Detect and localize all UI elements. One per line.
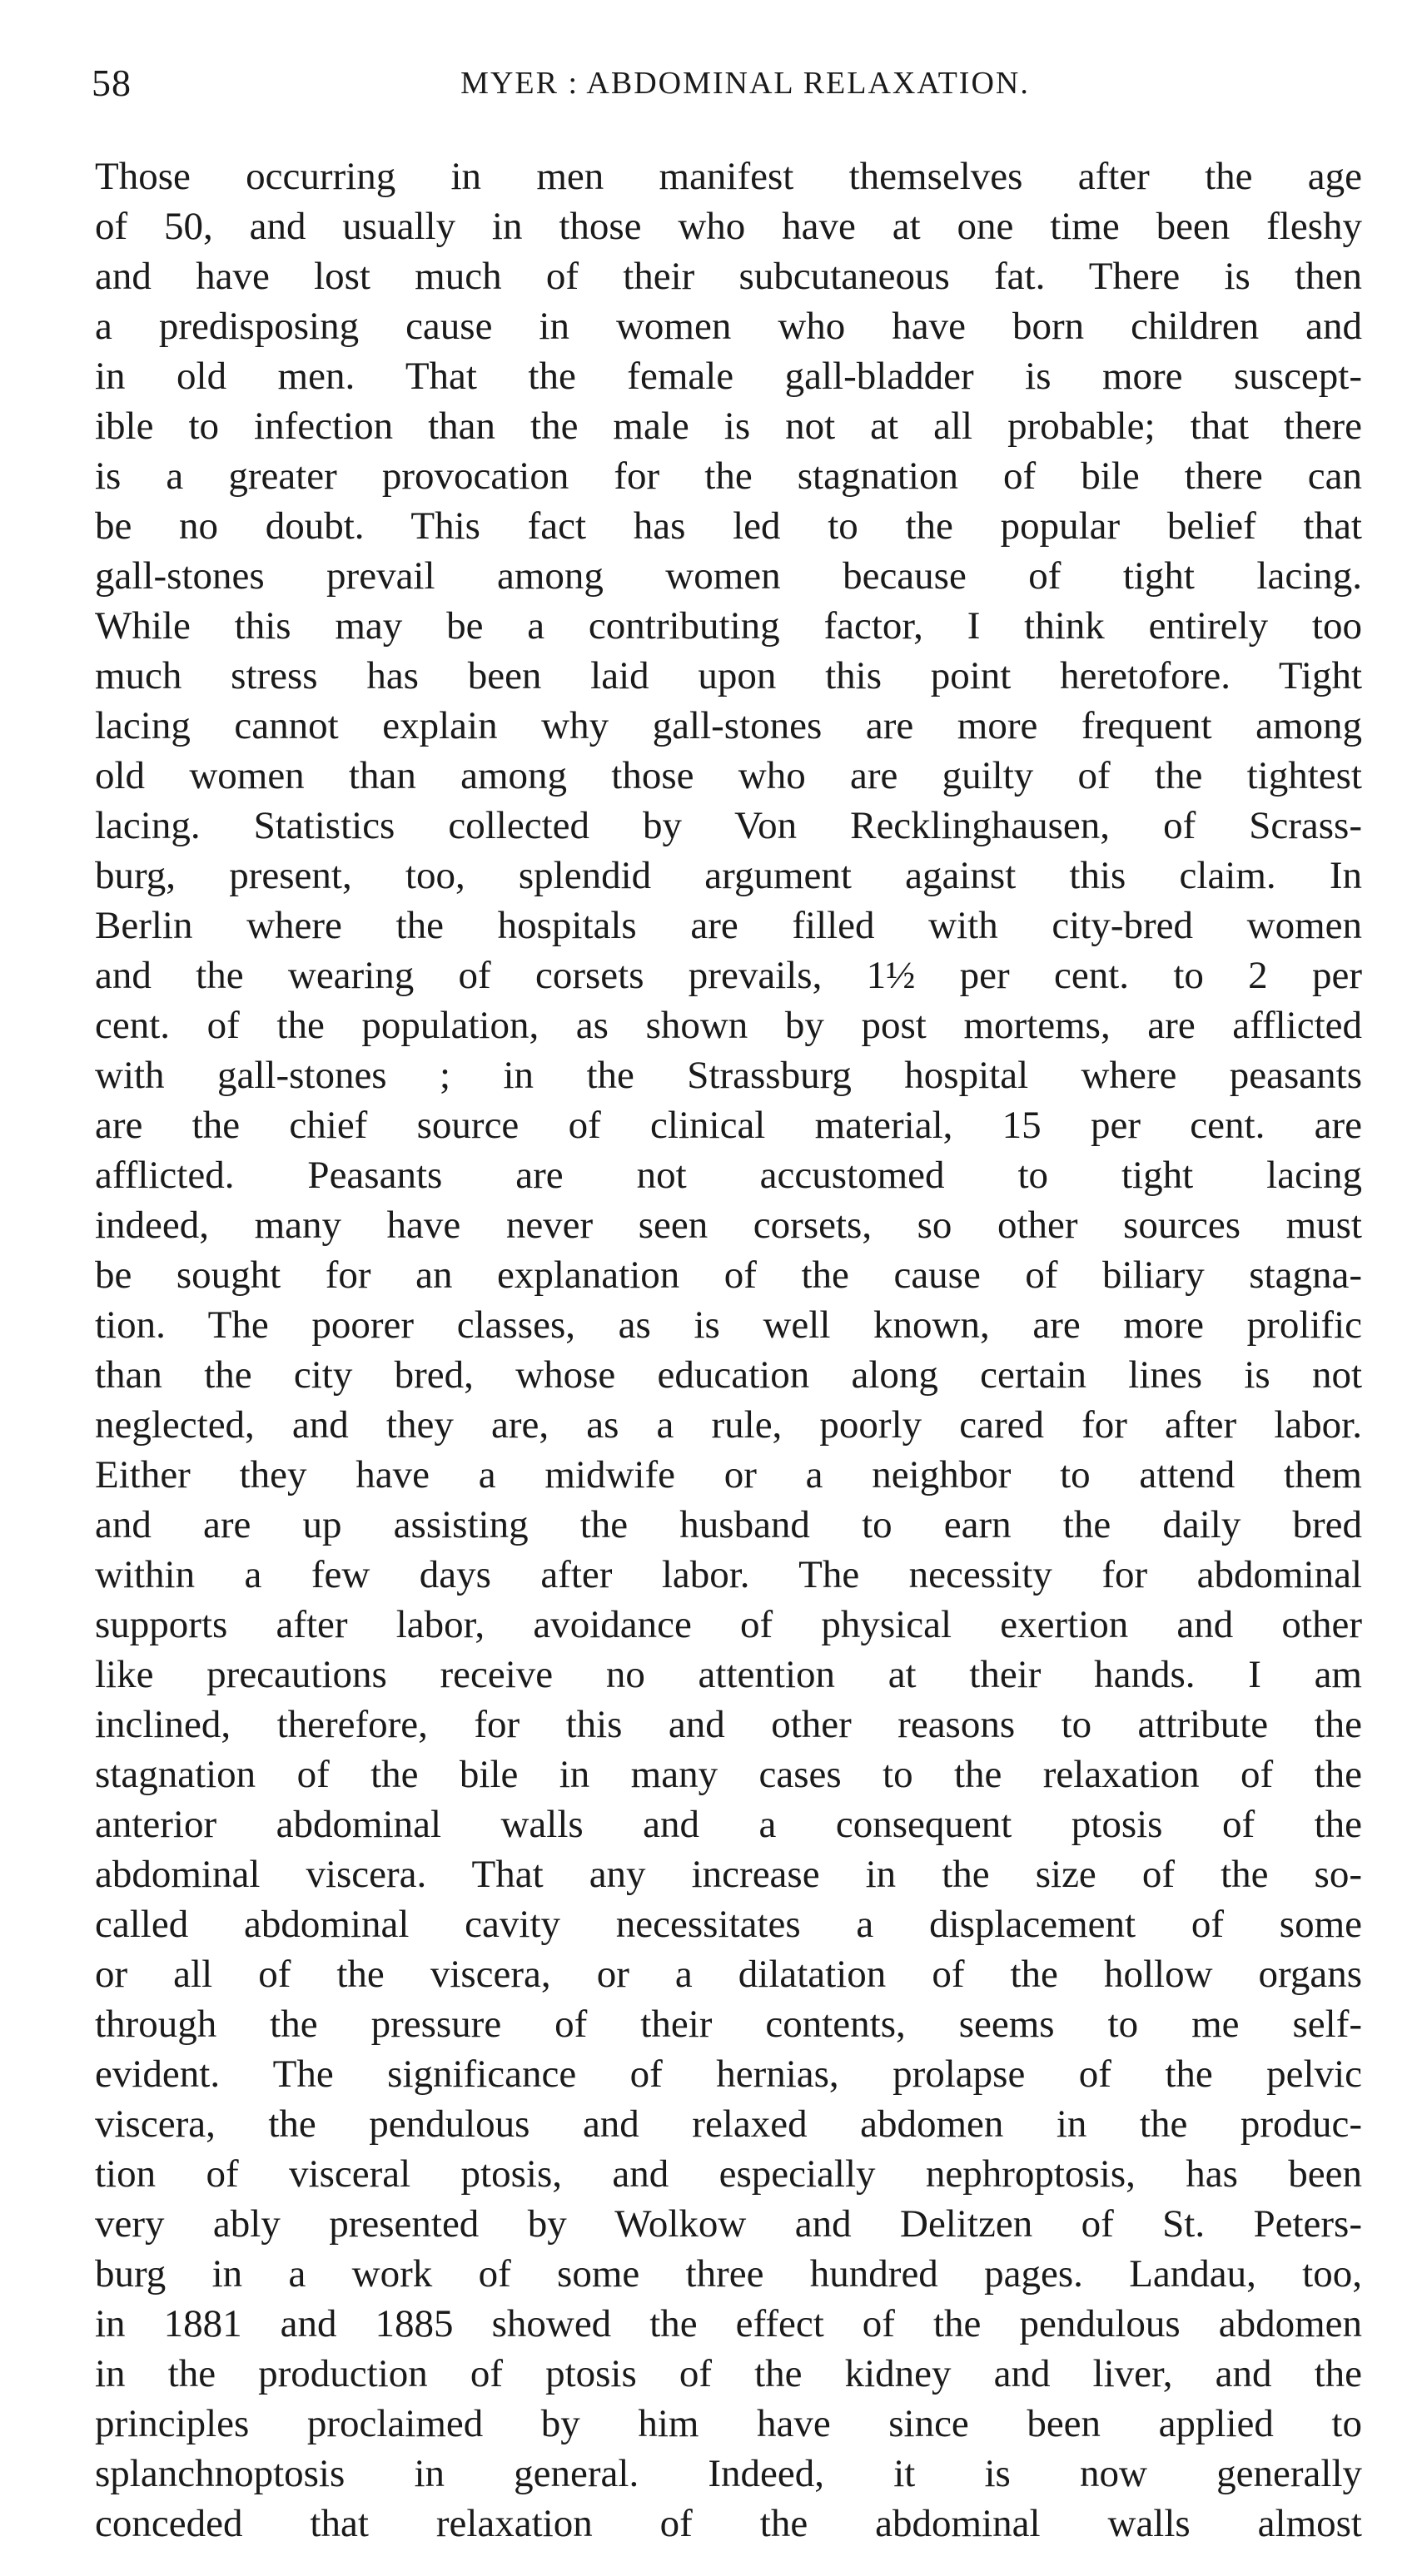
text-line: like precautions receive no attention at their hands. I am	[95, 1653, 1362, 1696]
text-line: burg in a work of some three hundred pages. Landau, too,	[95, 2252, 1362, 2296]
text-line: old women than among those who are guilty of the tightest	[95, 754, 1362, 797]
text-line: and are up assisting the husband to earn the daily bred	[95, 1503, 1362, 1546]
text-line: afflicted. Peasants are not accustomed to tight lacing	[95, 1154, 1362, 1197]
body-text	[95, 151, 1362, 2549]
text-line: evident. The significance of hernias, prolapse of the pelvic	[95, 2052, 1362, 2096]
text-line: very ably presented by Wolkow and Delitzen of St. Peters-	[95, 2202, 1362, 2246]
text-line: are the chief source of clinical material, 15 per cent. are	[95, 1104, 1362, 1147]
text-line: While this may be a contributing factor, I think entirely too	[95, 604, 1362, 648]
text-line: gall-stones prevail among women because of tight lacing.	[95, 554, 1362, 598]
text-line: or all of the viscera, or a dilatation of the hollow organs	[95, 1953, 1362, 1996]
text-line: supports after labor, avoidance of physical exertion and other	[95, 1603, 1362, 1646]
text-line: of 50, and usually in those who have at one time been fleshy	[95, 205, 1362, 248]
text-line: and have lost much of their subcutaneous fat. There is then	[95, 255, 1362, 298]
text-line: abdominal viscera. That any increase in the size of the so-	[95, 1853, 1362, 1896]
text-line: conceded that relaxation of the abdominal walls almost	[95, 2502, 1362, 2545]
text-line: anterior abdominal walls and a consequent ptosis of the	[95, 1803, 1362, 1846]
text-line: principles proclaimed by him have since been applied to	[95, 2402, 1362, 2445]
text-line: lacing cannot explain why gall-stones are more frequent among	[95, 704, 1362, 747]
running-title: MYER : ABDOMINAL RELAXATION.	[460, 66, 1030, 101]
running-head	[92, 58, 1365, 108]
text-line: Berlin where the hospitals are filled with city-bred women	[95, 904, 1362, 947]
text-line: Either they have a midwife or a neighbor to attend them	[95, 1453, 1362, 1496]
text-line: indeed, many have never seen corsets, so other sources must	[95, 1204, 1362, 1247]
text-line: neglected, and they are, as a rule, poorly cared for after labor.	[95, 1403, 1362, 1447]
page-number: 58	[92, 62, 132, 104]
text-line: lacing. Statistics collected by Von Recklinghausen, of Scrass-	[95, 804, 1362, 847]
text-line: is a greater provocation for the stagnation of bile there can	[95, 454, 1362, 498]
text-line: and the wearing of corsets prevails, 1½ per cent. to 2 per	[95, 954, 1362, 997]
text-line: through the pressure of their contents, seems to me self-	[95, 2003, 1362, 2046]
text-line: burg, present, too, splendid argument against this claim. In	[95, 854, 1362, 897]
text-line: in the production of ptosis of the kidney and liver, and the	[95, 2352, 1362, 2395]
text-line: stagnation of the bile in many cases to the relaxation of the	[95, 1753, 1362, 1796]
text-line: inclined, therefore, for this and other reasons to attribute the	[95, 1703, 1362, 1746]
text-line: ible to infection than the male is not at all probable; that there	[95, 405, 1362, 448]
text-line: be sought for an explanation of the cause of biliary stagna-	[95, 1253, 1362, 1297]
text-line: in old men. That the female gall-bladder is more suscept-	[95, 355, 1362, 398]
text-line: within a few days after labor. The necessity for abdominal	[95, 1553, 1362, 1596]
text-line: with gall-stones ; in the Strassburg hospital where peasants	[95, 1054, 1362, 1097]
text-line: Those occurring in men manifest themselves after the age	[95, 155, 1362, 198]
text-line: viscera, the pendulous and relaxed abdomen in the produc-	[95, 2102, 1362, 2146]
text-line: called abdominal cavity necessitates a displacement of some	[95, 1903, 1362, 1946]
text-line: be no doubt. This fact has led to the popular belief that	[95, 504, 1362, 548]
text-line: splanchnoptosis in general. Indeed, it is now generally	[95, 2452, 1362, 2495]
text-line: than the city bred, whose education along certain lines is not	[95, 1353, 1362, 1397]
text-line: in 1881 and 1885 showed the effect of the pendulous abdomen	[95, 2302, 1362, 2345]
text-line: a predisposing cause in women who have born children and	[95, 305, 1362, 348]
text-line: tion. The poorer classes, as is well known, are more prolific	[95, 1303, 1362, 1347]
text-line: much stress has been laid upon this point heretofore. Tight	[95, 654, 1362, 697]
text-line: cent. of the population, as shown by post mortems, are afflicted	[95, 1004, 1362, 1047]
text-line: tion of visceral ptosis, and especially nephroptosis, has been	[95, 2152, 1362, 2196]
